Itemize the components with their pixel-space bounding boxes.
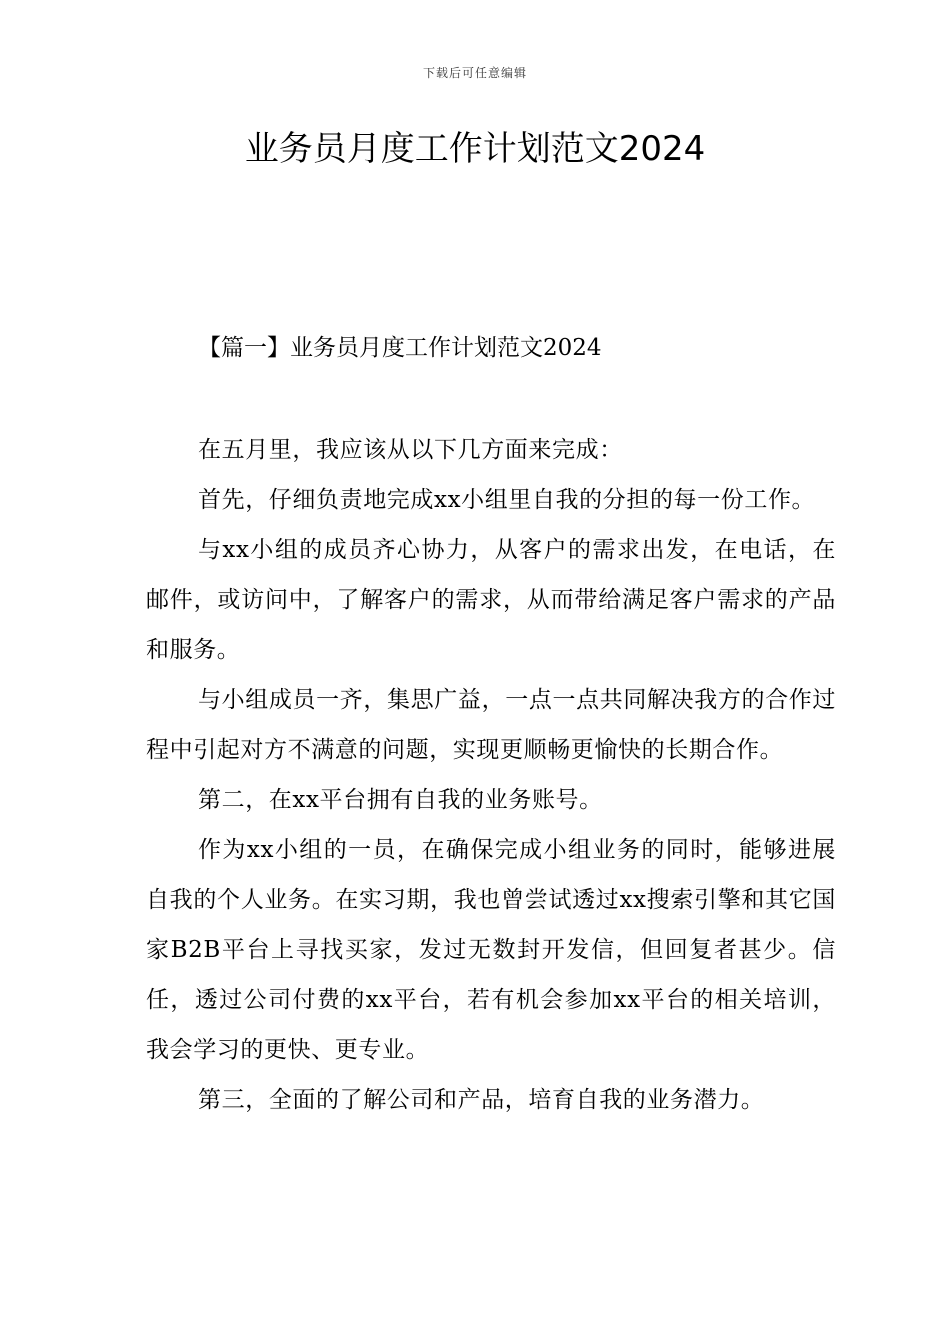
- paragraph: 第三，全面的了解公司和产品，培育自我的业务潜力。: [198, 1087, 765, 1113]
- paragraph: 与小组成员一齐，集思广益，一点一点共同解决我方的合作过程中引起对方不满意的问题，实现更顺畅更愉快的长期合作。: [146, 687, 836, 763]
- paragraph: 在五月里，我应该从以下几方面来完成：: [198, 437, 623, 463]
- section-heading: 【篇一】业务员月度工作计划范文2024: [198, 335, 602, 361]
- paragraph: 首先，仔细负责地完成xx小组里自我的分担的每一份工作。: [198, 487, 816, 513]
- document-title: 业务员月度工作计划范文2024: [244, 129, 706, 169]
- paragraph: 与xx小组的成员齐心协力，从客户的需求出发，在电话，在邮件，或访问中，了解客户的需求，从而带给满足客户需求的产品和服务。: [146, 537, 836, 663]
- paragraph: 作为xx小组的一员，在确保完成小组业务的同时，能够进展自我的个人业务。在实习期，我也曾尝试透过xx搜索引擎和其它国家B2B平台上寻找买家，发过无数封开发信，但回复者甚少。信任，透过公司付费的xx平台，若有机会参加xx平台的相关培训，我会学习的更快、更专业。: [146, 837, 836, 1063]
- page-header-note: 下载后可任意编辑: [422, 66, 527, 80]
- document-body: [146, 425, 836, 1125]
- paragraph: 第二，在xx平台拥有自我的业务账号。: [198, 787, 603, 813]
